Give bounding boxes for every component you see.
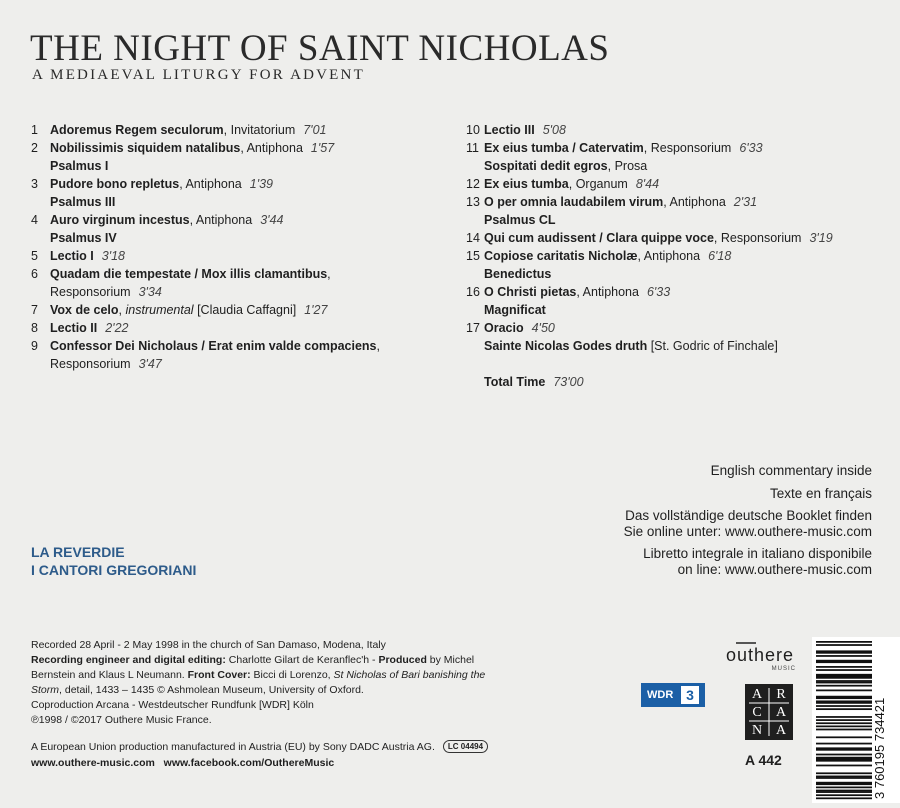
- track-type: Responsorium: [50, 357, 131, 371]
- footer-manufacture-line: [31, 739, 488, 755]
- barcode-bar: [816, 791, 872, 793]
- track-title: Vox de celo: [50, 303, 119, 317]
- credit-cover-rest: , detail, 1433 – 1435 © Ashmolean Museum, University of Oxford.: [59, 684, 364, 696]
- track-title: Psalmus III: [50, 195, 116, 209]
- info-german-line1: Das vollständige deutsche Booklet finden: [625, 508, 872, 523]
- artist-la-reverdie: LA REVERDIE: [31, 544, 125, 560]
- track-separator: ,: [643, 141, 651, 155]
- track-duration: 5'08: [542, 123, 566, 137]
- album-title: THE NIGHT OF SAINT NICHOLAS: [30, 28, 610, 69]
- credit-coproduction: Coproduction Arcana - Westdeutscher Rundfunk [WDR] Köln: [31, 699, 314, 711]
- credit-cover-title-b: Storm: [31, 684, 60, 696]
- track-type: Antiphona: [669, 195, 726, 209]
- barcode-bar: [816, 641, 872, 643]
- footer-manufacture: A European Union production manufactured in Austria (EU) by Sony DADC Austria AG.: [31, 741, 435, 753]
- track-text: [50, 157, 108, 175]
- track-row: [31, 247, 441, 265]
- credit-engineer-label: Recording engineer and digital editing:: [31, 654, 226, 666]
- credit-produced-label: Produced: [378, 654, 427, 666]
- barcode-bar: [816, 765, 872, 767]
- track-title: Quadam die tempestate / Mox illis clamantibus: [50, 267, 328, 281]
- arcana-letter: C: [752, 705, 762, 720]
- track-separator: ,: [240, 141, 247, 155]
- credit-cover-line: [31, 683, 541, 698]
- label-code-prefix: LC: [447, 742, 459, 751]
- track-duration: 3'34: [138, 285, 162, 299]
- track-row: [466, 283, 866, 301]
- track-separator: ,: [713, 231, 721, 245]
- track-number: 10: [466, 123, 480, 137]
- track-separator: ,: [376, 339, 380, 353]
- arcana-logo: [745, 684, 793, 740]
- track-title: Ex eius tumba: [484, 177, 569, 191]
- artist-cantori: I CANTORI GREGORIANI: [31, 562, 197, 578]
- track-duration: 3'19: [809, 231, 833, 245]
- barcode-bars: [812, 637, 900, 803]
- catalog-number: A 442: [745, 752, 782, 768]
- track-type: Responsorium: [650, 141, 732, 155]
- track-text: [50, 175, 273, 193]
- album-subtitle: A MEDIAEVAL LITURGY FOR ADVENT: [32, 67, 365, 83]
- total-time-duration: 73'00: [553, 375, 584, 389]
- credit-engineer-line: [31, 653, 541, 668]
- track-duration: 2'31: [733, 195, 758, 209]
- track-duration: 6'33: [739, 141, 763, 155]
- track-title: Psalmus I: [50, 159, 109, 173]
- track-duration: 4'50: [531, 321, 555, 335]
- barcode-bar: [816, 736, 872, 738]
- track-type: Antiphona: [246, 141, 303, 155]
- track-row: [466, 265, 866, 283]
- track-row: [31, 121, 441, 139]
- track-row: [31, 301, 441, 319]
- barcode-bar: [816, 666, 872, 668]
- barcode-bar: [816, 677, 872, 679]
- track-title: Copiose caritatis Nicholæ: [484, 249, 638, 263]
- track-number: 12: [466, 177, 480, 191]
- credit-engineer: Charlotte Gilart de Keranflec'h -: [225, 654, 379, 666]
- barcode-bar: [816, 777, 872, 779]
- barcode-bar: [816, 776, 872, 778]
- track-row: [31, 265, 441, 283]
- track-text: [50, 355, 162, 373]
- total-time-text: [484, 373, 584, 391]
- barcode-bar: [816, 675, 872, 677]
- credit-produced: by Michel: [426, 654, 475, 666]
- track-row: [466, 175, 866, 193]
- track-text: [484, 211, 556, 229]
- barcode-bar: [816, 682, 872, 684]
- credit-cover-title-a: St Nicholas of Bari banishing the: [333, 669, 486, 681]
- track-text: [50, 247, 125, 265]
- website-link[interactable]: www.outhere-music.com: [31, 757, 155, 769]
- barcode-bar: [816, 760, 872, 762]
- barcode-bar: [816, 644, 872, 646]
- track-separator: ,: [637, 249, 644, 263]
- track-text: [484, 139, 763, 157]
- track-text: [50, 301, 327, 319]
- track-title: Lectio I: [50, 249, 94, 263]
- barcode-bar: [816, 700, 872, 702]
- info-german-line2: Sie online unter: www.outhere-music.com: [623, 524, 872, 539]
- barcode-bar: [816, 697, 872, 699]
- track-duration: 1'39: [249, 177, 274, 191]
- track-number: 1: [31, 123, 38, 137]
- track-text: [50, 193, 115, 211]
- track-type: Antiphona: [185, 177, 242, 191]
- barcode-bar: [816, 790, 872, 792]
- barcode-bar: [816, 749, 872, 751]
- outhere-logo-word: outhere: [726, 645, 795, 665]
- barcode-bar: [816, 747, 872, 749]
- track-type: Responsorium: [720, 231, 802, 245]
- barcode-bar: [816, 702, 872, 704]
- track-row: [466, 301, 866, 319]
- track-row: [31, 157, 441, 175]
- track-row: [31, 211, 441, 229]
- track-number: 5: [31, 249, 38, 263]
- track-row: [31, 229, 441, 247]
- track-text: [484, 157, 647, 175]
- info-italian-line2: on line: www.outhere-music.com: [677, 562, 872, 577]
- track-duration: 1'27: [304, 303, 328, 317]
- track-row: [466, 139, 866, 157]
- arcana-letter: A: [775, 705, 787, 720]
- track-number: 6: [31, 267, 38, 281]
- barcode-bar: [816, 797, 872, 799]
- track-title: Benedictus: [484, 267, 552, 281]
- track-text: [484, 247, 731, 265]
- track-text: [484, 337, 778, 355]
- track-title: Magnificat: [484, 303, 546, 317]
- track-text: [50, 337, 380, 355]
- label-code-badge: [443, 740, 488, 753]
- track-row: [466, 157, 866, 175]
- barcode-bar: [816, 754, 872, 756]
- info-italian: [643, 546, 872, 578]
- track-separator: ,: [189, 213, 196, 227]
- track-number: 14: [466, 231, 480, 245]
- barcode-bar: [816, 729, 872, 731]
- barcode: [812, 637, 900, 803]
- track-separator: ,: [663, 195, 670, 209]
- barcode-bar: [816, 743, 872, 745]
- info-german: [624, 508, 872, 540]
- barcode-bar: [816, 685, 872, 687]
- track-title: Lectio II: [50, 321, 98, 335]
- total-time-label: Total Time: [484, 375, 546, 389]
- track-list-left: [31, 121, 441, 381]
- track-row: [466, 247, 866, 265]
- track-row: [466, 193, 866, 211]
- track-row: [466, 229, 866, 247]
- barcode-bar: [816, 708, 872, 710]
- barcode-bar: [816, 660, 872, 662]
- credits-block: [31, 638, 541, 728]
- track-number: 7: [31, 303, 38, 317]
- track-title: Auro virginum incestus: [50, 213, 190, 227]
- track-row: [31, 319, 441, 337]
- track-title: Lectio III: [484, 123, 535, 137]
- track-text: [50, 283, 162, 301]
- track-number: 11: [466, 141, 479, 155]
- track-title: Confessor Dei Nicholaus / Erat enim valde compaciens: [50, 339, 377, 353]
- track-type: instrumental: [125, 303, 194, 317]
- barcode-bar: [816, 680, 872, 682]
- barcode-bar: [816, 719, 872, 721]
- track-duration: 7'01: [303, 123, 327, 137]
- barcode-bar: [816, 758, 872, 760]
- outhere-logo: [726, 642, 798, 674]
- track-title: Oracio: [484, 321, 524, 335]
- credit-producers: Bernstein and Klaus L Neumann.: [31, 669, 188, 681]
- track-separator: ,: [118, 303, 126, 317]
- track-title: Qui cum audissent / Clara quippe voce: [484, 231, 714, 245]
- track-row: [31, 283, 441, 301]
- wdr3-logo: [641, 683, 705, 707]
- barcode-bar: [816, 652, 872, 654]
- track-separator: ,: [179, 177, 186, 191]
- track-separator: ,: [327, 267, 331, 281]
- wdr-logo-text: WDR: [647, 689, 674, 701]
- track-text: [484, 229, 833, 247]
- credit-cover-label: Front Cover:: [187, 669, 251, 681]
- track-title: Nobilissimis siquidem natalibus: [50, 141, 241, 155]
- track-title: Ex eius tumba / Catervatim: [484, 141, 644, 155]
- track-separator: ,: [607, 159, 615, 173]
- track-title: Psalmus CL: [484, 213, 556, 227]
- track-duration: 8'44: [635, 177, 660, 191]
- track-performer: [St. Godric of Finchale]: [647, 339, 778, 353]
- track-type: Organum: [575, 177, 628, 191]
- track-row: [466, 211, 866, 229]
- track-title: Adoremus Regem seculorum: [50, 123, 224, 137]
- track-text: [50, 319, 128, 337]
- track-row: [466, 319, 866, 337]
- track-number: 9: [31, 339, 38, 353]
- track-number: 16: [466, 285, 480, 299]
- info-english: English commentary inside: [710, 463, 872, 478]
- arcana-letter: A: [751, 687, 763, 702]
- track-separator: ,: [568, 177, 576, 191]
- barcode-bar: [816, 650, 872, 652]
- track-type: Invitatorium: [230, 123, 296, 137]
- track-type: Antiphona: [195, 213, 253, 227]
- track-text: [484, 283, 670, 301]
- barcode-bar: [816, 669, 872, 671]
- track-duration: 3'47: [138, 357, 162, 371]
- track-list-right: [466, 121, 866, 401]
- wdr-logo-number: 3: [681, 686, 699, 704]
- track-number: 2: [31, 141, 38, 155]
- track-text: [484, 265, 551, 283]
- track-duration: 3'44: [260, 213, 284, 227]
- track-row: [31, 175, 441, 193]
- track-text: [50, 139, 334, 157]
- arcana-letter: R: [776, 687, 786, 702]
- outhere-logo-sub: MUSIC: [771, 666, 796, 672]
- track-separator: ,: [223, 123, 231, 137]
- barcode-bar: [816, 661, 872, 663]
- info-italian-line1: Libretto integrale in italiano disponibile: [643, 546, 872, 561]
- label-code-number: 04494: [460, 742, 484, 751]
- track-duration: 1'57: [310, 141, 335, 155]
- track-duration: 3'18: [101, 249, 126, 263]
- barcode-bar: [816, 757, 872, 759]
- track-row: [31, 139, 441, 157]
- track-number: 15: [466, 249, 480, 263]
- credit-producers-line: [31, 668, 541, 683]
- track-title: Pudore bono repletus: [50, 177, 180, 191]
- track-performer: [Claudia Caffagni]: [193, 303, 297, 317]
- track-title: O Christi pietas: [484, 285, 577, 299]
- track-number: 4: [31, 213, 38, 227]
- track-number: 3: [31, 177, 38, 191]
- track-row: [31, 337, 441, 355]
- track-number: 8: [31, 321, 38, 335]
- barcode-bar: [816, 696, 872, 698]
- track-text: [50, 121, 326, 139]
- barcode-bar: [816, 794, 872, 796]
- track-text: [50, 211, 283, 229]
- track-number: 17: [466, 321, 480, 335]
- barcode-bar: [816, 772, 872, 774]
- credit-recorded: Recorded 28 April - 2 May 1998 in the church of San Damaso, Modena, Italy: [31, 639, 386, 651]
- credit-cover: Bicci di Lorenzo,: [250, 669, 334, 681]
- track-type: Antiphona: [643, 249, 701, 263]
- outhere-logo-dash: [736, 642, 756, 644]
- track-row: [466, 337, 866, 355]
- track-row: [31, 355, 441, 373]
- arcana-letter: A: [775, 723, 787, 738]
- track-row: [31, 193, 441, 211]
- track-type: Antiphona: [582, 285, 639, 299]
- track-title: Sainte Nicolas Godes druth: [484, 339, 648, 353]
- barcode-bar: [816, 783, 872, 785]
- track-type: Responsorium: [50, 285, 131, 299]
- barcode-bar: [816, 690, 872, 692]
- track-title: Psalmus IV: [50, 231, 117, 245]
- track-duration: 6'33: [646, 285, 671, 299]
- footer-block: [31, 739, 488, 771]
- credit-copyright: ℗1998 / ©2017 Outhere Music France.: [31, 714, 212, 726]
- track-text: [484, 301, 546, 319]
- track-number: 13: [466, 195, 480, 209]
- barcode-bar: [816, 725, 872, 727]
- artists-block: [31, 543, 196, 579]
- track-title: Sospitati dedit egros: [484, 159, 608, 173]
- track-text: [484, 121, 566, 139]
- track-text: [50, 229, 117, 247]
- track-text: [484, 319, 555, 337]
- barcode-bar: [816, 782, 872, 784]
- track-duration: 6'18: [708, 249, 732, 263]
- track-separator: ,: [576, 285, 583, 299]
- barcode-bar: [816, 655, 872, 657]
- track-row: [466, 121, 866, 139]
- track-text: [50, 265, 331, 283]
- footer-web-line: [31, 755, 488, 771]
- barcode-bar: [816, 674, 872, 676]
- barcode-bar: [816, 786, 872, 788]
- track-text: [484, 193, 757, 211]
- barcode-bar: [816, 722, 872, 724]
- track-text: [484, 175, 659, 193]
- barcode-bar: [816, 716, 872, 718]
- barcode-digits: 3 760195 734421: [872, 697, 887, 799]
- arcana-letter: N: [751, 723, 763, 738]
- info-french: Texte en français: [769, 486, 872, 501]
- track-type: Prosa: [614, 159, 648, 173]
- track-title: O per omnia laudabilem virum: [484, 195, 664, 209]
- facebook-link[interactable]: www.facebook.com/OuthereMusic: [163, 757, 335, 769]
- track-duration: 2'22: [105, 321, 129, 335]
- barcode-bar: [816, 705, 872, 707]
